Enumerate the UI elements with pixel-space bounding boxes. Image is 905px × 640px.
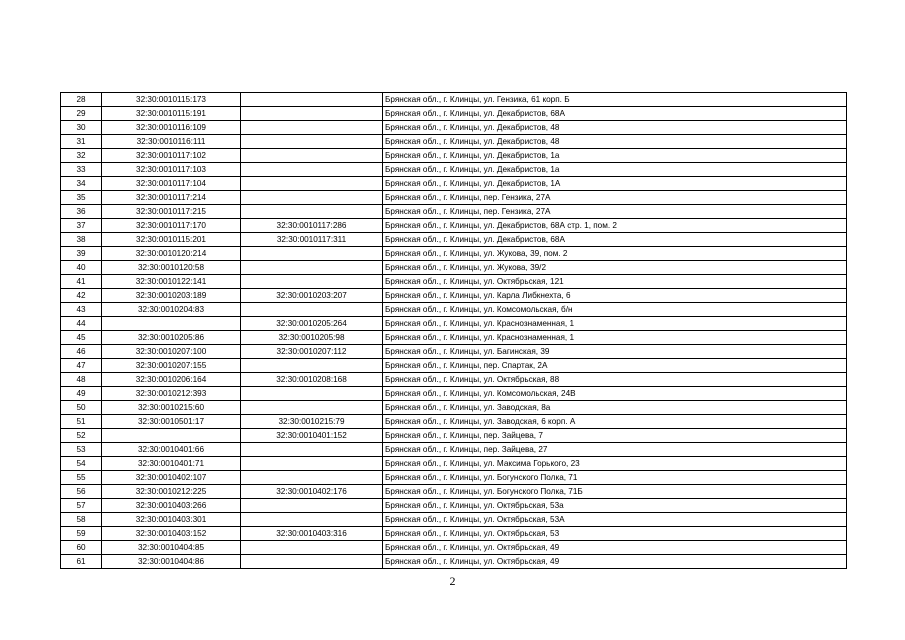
table-row bbox=[61, 219, 847, 233]
address-cell: Брянская обл., г. Клинцы, ул. Октябрьская, 88 bbox=[383, 373, 847, 387]
address-cell: Брянская обл., г. Клинцы, ул. Декабристов, 1А bbox=[383, 177, 847, 191]
row-number-cell: 38 bbox=[61, 233, 102, 247]
cadastral-number-cell: 32:30:0010204:83 bbox=[102, 303, 241, 317]
related-cadastral-number-cell: 32:30:0010205:264 bbox=[241, 317, 383, 331]
related-cadastral-number-cell bbox=[241, 261, 383, 275]
row-number-cell: 30 bbox=[61, 121, 102, 135]
row-number-cell: 57 bbox=[61, 499, 102, 513]
address-cell: Брянская обл., г. Клинцы, ул. Декабристов, 1а bbox=[383, 163, 847, 177]
cadastral-number-cell: 32:30:0010205:86 bbox=[102, 331, 241, 345]
cadastral-number-cell: 32:30:0010117:104 bbox=[102, 177, 241, 191]
table-row bbox=[61, 429, 847, 443]
table-row bbox=[61, 555, 847, 569]
row-number-cell: 55 bbox=[61, 471, 102, 485]
cadastral-number-cell: 32:30:0010116:109 bbox=[102, 121, 241, 135]
table-row bbox=[61, 359, 847, 373]
cadastral-number-cell bbox=[102, 429, 241, 443]
table-row bbox=[61, 163, 847, 177]
cadastral-number-cell: 32:30:0010402:107 bbox=[102, 471, 241, 485]
address-cell: Брянская обл., г. Клинцы, пер. Зайцева, 7 bbox=[383, 429, 847, 443]
related-cadastral-number-cell: 32:30:0010117:286 bbox=[241, 219, 383, 233]
related-cadastral-number-cell bbox=[241, 121, 383, 135]
row-number-cell: 46 bbox=[61, 345, 102, 359]
row-number-cell: 58 bbox=[61, 513, 102, 527]
cadastral-number-cell: 32:30:0010120:58 bbox=[102, 261, 241, 275]
address-cell: Брянская обл., г. Клинцы, пер. Спартак, 2А bbox=[383, 359, 847, 373]
property-table bbox=[60, 92, 847, 569]
related-cadastral-number-cell bbox=[241, 499, 383, 513]
table-row bbox=[61, 317, 847, 331]
address-cell: Брянская обл., г. Клинцы, ул. Заводская, 8а bbox=[383, 401, 847, 415]
address-cell: Брянская обл., г. Клинцы, ул. Краснознаменная, 1 bbox=[383, 317, 847, 331]
row-number-cell: 42 bbox=[61, 289, 102, 303]
related-cadastral-number-cell bbox=[241, 247, 383, 261]
related-cadastral-number-cell bbox=[241, 177, 383, 191]
related-cadastral-number-cell bbox=[241, 205, 383, 219]
address-cell: Брянская обл., г. Клинцы, ул. Октябрьская, 53а bbox=[383, 499, 847, 513]
row-number-cell: 61 bbox=[61, 555, 102, 569]
related-cadastral-number-cell bbox=[241, 303, 383, 317]
cadastral-number-cell: 32:30:0010115:173 bbox=[102, 93, 241, 107]
row-number-cell: 60 bbox=[61, 541, 102, 555]
address-cell: Брянская обл., г. Клинцы, ул. Октябрьская, 49 bbox=[383, 541, 847, 555]
row-number-cell: 28 bbox=[61, 93, 102, 107]
table-row bbox=[61, 373, 847, 387]
address-cell: Брянская обл., г. Клинцы, ул. Декабристов, 68А bbox=[383, 233, 847, 247]
related-cadastral-number-cell: 32:30:0010203:207 bbox=[241, 289, 383, 303]
table-row bbox=[61, 527, 847, 541]
cadastral-number-cell: 32:30:0010117:103 bbox=[102, 163, 241, 177]
row-number-cell: 35 bbox=[61, 191, 102, 205]
row-number-cell: 33 bbox=[61, 163, 102, 177]
row-number-cell: 31 bbox=[61, 135, 102, 149]
row-number-cell: 40 bbox=[61, 261, 102, 275]
table-row bbox=[61, 191, 847, 205]
table-row bbox=[61, 93, 847, 107]
table-row bbox=[61, 261, 847, 275]
cadastral-number-cell: 32:30:0010212:225 bbox=[102, 485, 241, 499]
table-row bbox=[61, 401, 847, 415]
cadastral-number-cell: 32:30:0010122:141 bbox=[102, 275, 241, 289]
cadastral-number-cell: 32:30:0010215:60 bbox=[102, 401, 241, 415]
row-number-cell: 48 bbox=[61, 373, 102, 387]
address-cell: Брянская обл., г. Клинцы, пер. Гензика, 27А bbox=[383, 191, 847, 205]
cadastral-number-cell: 32:30:0010404:86 bbox=[102, 555, 241, 569]
cadastral-number-cell: 32:30:0010404:85 bbox=[102, 541, 241, 555]
table-row bbox=[61, 149, 847, 163]
row-number-cell: 51 bbox=[61, 415, 102, 429]
address-cell: Брянская обл., г. Клинцы, ул. Комсомольская, б/н bbox=[383, 303, 847, 317]
table-row bbox=[61, 135, 847, 149]
table-row bbox=[61, 289, 847, 303]
address-cell: Брянская обл., г. Клинцы, пер. Гензика, 27А bbox=[383, 205, 847, 219]
address-cell: Брянская обл., г. Клинцы, ул. Декабристов, 68А стр. 1, пом. 2 bbox=[383, 219, 847, 233]
row-number-cell: 32 bbox=[61, 149, 102, 163]
table-row bbox=[61, 387, 847, 401]
table-row bbox=[61, 121, 847, 135]
related-cadastral-number-cell bbox=[241, 135, 383, 149]
related-cadastral-number-cell: 32:30:0010207:112 bbox=[241, 345, 383, 359]
cadastral-number-cell: 32:30:0010117:102 bbox=[102, 149, 241, 163]
table-row bbox=[61, 499, 847, 513]
row-number-cell: 56 bbox=[61, 485, 102, 499]
cadastral-number-cell: 32:30:0010117:215 bbox=[102, 205, 241, 219]
related-cadastral-number-cell: 32:30:0010205:98 bbox=[241, 331, 383, 345]
address-cell: Брянская обл., г. Клинцы, ул. Максима Горького, 23 bbox=[383, 457, 847, 471]
cadastral-number-cell bbox=[102, 317, 241, 331]
address-cell: Брянская обл., г. Клинцы, ул. Карла Либкнехта, 6 bbox=[383, 289, 847, 303]
address-cell: Брянская обл., г. Клинцы, ул. Гензика, 61 корп. Б bbox=[383, 93, 847, 107]
address-cell: Брянская обл., г. Клинцы, ул. Багинская, 39 bbox=[383, 345, 847, 359]
related-cadastral-number-cell bbox=[241, 93, 383, 107]
related-cadastral-number-cell bbox=[241, 457, 383, 471]
address-cell: Брянская обл., г. Клинцы, ул. Декабристов, 48 bbox=[383, 121, 847, 135]
table-row bbox=[61, 303, 847, 317]
related-cadastral-number-cell: 32:30:0010208:168 bbox=[241, 373, 383, 387]
related-cadastral-number-cell: 32:30:0010403:316 bbox=[241, 527, 383, 541]
row-number-cell: 29 bbox=[61, 107, 102, 121]
related-cadastral-number-cell bbox=[241, 471, 383, 485]
cadastral-number-cell: 32:30:0010115:201 bbox=[102, 233, 241, 247]
row-number-cell: 44 bbox=[61, 317, 102, 331]
cadastral-number-cell: 32:30:0010115:191 bbox=[102, 107, 241, 121]
related-cadastral-number-cell: 32:30:0010117:311 bbox=[241, 233, 383, 247]
cadastral-number-cell: 32:30:0010117:214 bbox=[102, 191, 241, 205]
related-cadastral-number-cell bbox=[241, 163, 383, 177]
row-number-cell: 54 bbox=[61, 457, 102, 471]
row-number-cell: 52 bbox=[61, 429, 102, 443]
table-row bbox=[61, 471, 847, 485]
row-number-cell: 34 bbox=[61, 177, 102, 191]
table-row bbox=[61, 233, 847, 247]
row-number-cell: 53 bbox=[61, 443, 102, 457]
table-row bbox=[61, 275, 847, 289]
related-cadastral-number-cell bbox=[241, 107, 383, 121]
table-row bbox=[61, 177, 847, 191]
related-cadastral-number-cell bbox=[241, 275, 383, 289]
row-number-cell: 41 bbox=[61, 275, 102, 289]
address-cell: Брянская обл., г. Клинцы, ул. Декабристов, 1а bbox=[383, 149, 847, 163]
related-cadastral-number-cell bbox=[241, 443, 383, 457]
row-number-cell: 50 bbox=[61, 401, 102, 415]
address-cell: Брянская обл., г. Клинцы, ул. Октябрьская, 53А bbox=[383, 513, 847, 527]
related-cadastral-number-cell: 32:30:0010215:79 bbox=[241, 415, 383, 429]
related-cadastral-number-cell bbox=[241, 149, 383, 163]
cadastral-number-cell: 32:30:0010401:71 bbox=[102, 457, 241, 471]
address-cell: Брянская обл., г. Клинцы, ул. Заводская, 6 корп. А bbox=[383, 415, 847, 429]
related-cadastral-number-cell bbox=[241, 541, 383, 555]
related-cadastral-number-cell bbox=[241, 555, 383, 569]
address-cell: Брянская обл., г. Клинцы, ул. Богунского Полка, 71Б bbox=[383, 485, 847, 499]
row-number-cell: 43 bbox=[61, 303, 102, 317]
cadastral-number-cell: 32:30:0010501:17 bbox=[102, 415, 241, 429]
address-cell: Брянская обл., г. Клинцы, пер. Зайцева, 27 bbox=[383, 443, 847, 457]
address-cell: Брянская обл., г. Клинцы, ул. Жукова, 39, пом. 2 bbox=[383, 247, 847, 261]
table-row bbox=[61, 107, 847, 121]
related-cadastral-number-cell bbox=[241, 191, 383, 205]
cadastral-number-cell: 32:30:0010207:155 bbox=[102, 359, 241, 373]
address-cell: Брянская обл., г. Клинцы, ул. Декабристов, 48 bbox=[383, 135, 847, 149]
row-number-cell: 36 bbox=[61, 205, 102, 219]
row-number-cell: 49 bbox=[61, 387, 102, 401]
address-cell: Брянская обл., г. Клинцы, ул. Комсомольская, 24В bbox=[383, 387, 847, 401]
row-number-cell: 45 bbox=[61, 331, 102, 345]
address-cell: Брянская обл., г. Клинцы, ул. Декабристов, 68А bbox=[383, 107, 847, 121]
cadastral-number-cell: 32:30:0010203:189 bbox=[102, 289, 241, 303]
table-row bbox=[61, 205, 847, 219]
table-row bbox=[61, 513, 847, 527]
cadastral-number-cell: 32:30:0010117:170 bbox=[102, 219, 241, 233]
related-cadastral-number-cell bbox=[241, 513, 383, 527]
cadastral-number-cell: 32:30:0010403:301 bbox=[102, 513, 241, 527]
cadastral-number-cell: 32:30:0010212:393 bbox=[102, 387, 241, 401]
related-cadastral-number-cell: 32:30:0010402:176 bbox=[241, 485, 383, 499]
table-row bbox=[61, 485, 847, 499]
address-cell: Брянская обл., г. Клинцы, ул. Богунского Полка, 71 bbox=[383, 471, 847, 485]
cadastral-number-cell: 32:30:0010120:214 bbox=[102, 247, 241, 261]
related-cadastral-number-cell bbox=[241, 401, 383, 415]
row-number-cell: 37 bbox=[61, 219, 102, 233]
address-cell: Брянская обл., г. Клинцы, ул. Октябрьская, 49 bbox=[383, 555, 847, 569]
address-cell: Брянская обл., г. Клинцы, ул. Октябрьская, 53 bbox=[383, 527, 847, 541]
table-row bbox=[61, 345, 847, 359]
property-table-body bbox=[61, 93, 847, 569]
row-number-cell: 59 bbox=[61, 527, 102, 541]
cadastral-number-cell: 32:30:0010403:266 bbox=[102, 499, 241, 513]
cadastral-number-cell: 32:30:0010403:152 bbox=[102, 527, 241, 541]
row-number-cell: 47 bbox=[61, 359, 102, 373]
cadastral-number-cell: 32:30:0010206:164 bbox=[102, 373, 241, 387]
row-number-cell: 39 bbox=[61, 247, 102, 261]
address-cell: Брянская обл., г. Клинцы, ул. Жукова, 39/2 bbox=[383, 261, 847, 275]
table-row bbox=[61, 331, 847, 345]
related-cadastral-number-cell bbox=[241, 359, 383, 373]
related-cadastral-number-cell bbox=[241, 387, 383, 401]
cadastral-number-cell: 32:30:0010116:111 bbox=[102, 135, 241, 149]
cadastral-number-cell: 32:30:0010207:100 bbox=[102, 345, 241, 359]
table-row bbox=[61, 247, 847, 261]
address-cell: Брянская обл., г. Клинцы, ул. Октябрьская, 121 bbox=[383, 275, 847, 289]
table-row bbox=[61, 443, 847, 457]
table-row bbox=[61, 541, 847, 555]
cadastral-number-cell: 32:30:0010401:66 bbox=[102, 443, 241, 457]
table-row bbox=[61, 415, 847, 429]
page-number: 2 bbox=[449, 574, 456, 588]
address-cell: Брянская обл., г. Клинцы, ул. Краснознаменная, 1 bbox=[383, 331, 847, 345]
table-row bbox=[61, 457, 847, 471]
related-cadastral-number-cell: 32:30:0010401:152 bbox=[241, 429, 383, 443]
